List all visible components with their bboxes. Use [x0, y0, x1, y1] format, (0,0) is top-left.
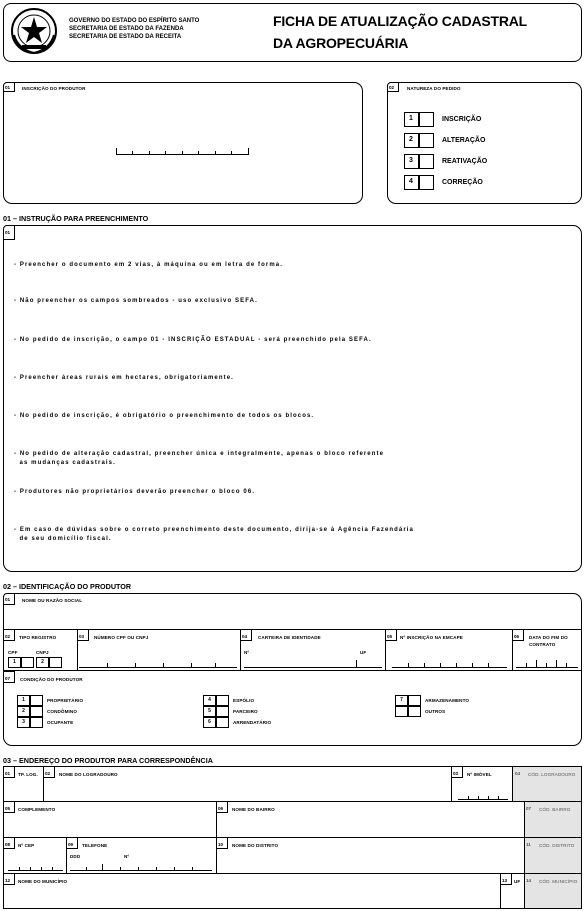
cep-label[interactable]: Nº CEP	[18, 843, 35, 848]
condicao-label-outros: OUTROS	[425, 709, 446, 714]
inscricao-num: 01	[5, 85, 11, 90]
nome-razao-social-field[interactable]	[3, 593, 582, 629]
inscricao-emcape-label: Nº INSCRIÇÃO NA EMCAPE	[400, 635, 463, 640]
instrucao-item-8: - Em caso de dúvidas sobre o correto preenchimento deste documento, dirija-se à Agência Fazendária de seu domicílio fiscal.	[14, 527, 414, 542]
cod-bairro-label: CÓD. BAIRRO	[539, 807, 571, 812]
natureza-option-2[interactable]	[404, 133, 554, 148]
instrucao-item-7: - Produtores não proprietários deverão preencher o bloco 06.	[14, 489, 256, 495]
carteira-identidade-label: CARTEIRA DE IDENTIDADE	[258, 635, 321, 640]
natureza-label-2: ALTERAÇÃO	[442, 137, 486, 144]
gov-line-1: GOVERNO DO ESTADO DO ESPÍRITO SANTO	[69, 18, 200, 24]
tp-log-label[interactable]: TP. LOG.	[18, 772, 38, 777]
num-imovel-label[interactable]: Nº IMÓVEL	[467, 772, 492, 777]
condicao-code-2: 2	[17, 706, 30, 717]
carteira-identidade-input[interactable]	[244, 660, 382, 668]
inscricao-emcape-input[interactable]	[392, 660, 507, 668]
condicao-option-2[interactable]	[17, 706, 167, 717]
instrucao-item-4: - Preencher áreas rurais em hectares, obrigatoriamente.	[14, 375, 234, 381]
gov-line-2: SECRETARIA DE ESTADO DA FAZENDA	[69, 26, 184, 32]
instrucao-item-2: - Não preencher os campos sombreados - uso exclusivo SEFA.	[14, 298, 258, 304]
end-f14-num: 14	[526, 878, 532, 883]
ident-f07-num: 07	[5, 676, 11, 681]
cod-municipio-label: CÓD. MUNICÍPIO	[539, 879, 578, 884]
condicao-option-3[interactable]	[17, 717, 167, 728]
cep-input[interactable]	[8, 864, 63, 871]
ident-f04-num: 04	[242, 634, 248, 639]
identificacao-section-title: 02 – IDENTIFICAÇÃO DO PRODUTOR	[3, 582, 132, 591]
cnpj-label: CNPJ	[36, 650, 49, 655]
condicao-label-3: OCUPANTE	[47, 720, 74, 725]
inscricao-label: INSCRIÇÃO DO PRODUTOR	[22, 86, 86, 91]
ident-f06-num: 06	[514, 634, 520, 639]
inscricao-block	[3, 82, 363, 204]
identidade-uf-label: UF	[360, 650, 367, 655]
natureza-code-4: 4	[409, 178, 413, 185]
uf-label[interactable]: UF	[514, 879, 521, 884]
instrucao-item-6: - No pedido de alteração cadastral, preencher única e integralmente, apenas o bloco referente as mudanças cadastrais.	[14, 451, 385, 466]
end-f03-num: 03	[453, 771, 459, 776]
condicao-label-1: PROPRIETÁRIO	[47, 698, 84, 703]
cpf-cnpj-input[interactable]	[79, 660, 237, 668]
end-f13-num: 13	[502, 878, 508, 883]
natureza-code-3: 3	[409, 157, 413, 164]
nome-municipio-label[interactable]: NOME DO MUNICÍPIO	[18, 879, 68, 884]
endereco-row-4	[3, 873, 582, 909]
natureza-label-4: CORREÇÃO	[442, 179, 483, 186]
natureza-label: NATUREZA DO PEDIDO	[407, 86, 461, 91]
end-f06-num: 06	[218, 806, 224, 811]
condicao-code-outros	[395, 706, 408, 717]
nome-logradouro-label[interactable]: NOME DO LOGRADOURO	[59, 772, 118, 777]
num-imovel-input[interactable]	[458, 793, 508, 800]
condicao-option-outros[interactable]	[395, 706, 545, 717]
end-f01-num: 01	[5, 771, 11, 776]
condicao-option-6[interactable]	[203, 717, 353, 728]
condicao-label-2: CONDÔMINO	[47, 709, 77, 714]
nome-bairro-label[interactable]: NOME DO BAIRRO	[232, 807, 275, 812]
instrucao-item-5: - No pedido de inscrição, é obrigatório o preenchimento de todos os blocos.	[14, 413, 315, 419]
instrucao-num: 01	[5, 230, 11, 235]
natureza-label-3: REATIVAÇÃO	[442, 158, 488, 165]
condicao-code-4: 4	[203, 695, 216, 706]
natureza-label-1: INSCRIÇÃO	[442, 116, 482, 123]
condicao-label-5: PARCEIRO	[233, 709, 258, 714]
ddd-label: DDD	[70, 854, 81, 859]
cod-distrito-label: CÓD. DISTRITO	[539, 843, 575, 848]
complemento-label[interactable]: COMPLEMENTO	[18, 807, 56, 812]
natureza-code-2: 2	[409, 136, 413, 143]
end-f07-num: 07	[526, 806, 532, 811]
condicao-label-6: ARRENDATÁRIO	[233, 720, 272, 725]
condicao-option-5[interactable]	[203, 706, 353, 717]
natureza-option-4[interactable]	[404, 175, 554, 190]
instrucao-section-title: 01 – INSTRUÇÃO PARA PREENCHIMENTO	[3, 214, 149, 223]
natureza-option-3[interactable]	[404, 154, 554, 169]
natureza-num: 02	[389, 85, 395, 90]
ident-f05-num: 05	[387, 634, 393, 639]
condicao-code-3: 3	[17, 717, 30, 728]
end-f11-num: 11	[526, 842, 531, 847]
condicao-code-5: 5	[203, 706, 216, 717]
condicao-code-6: 6	[203, 717, 216, 728]
end-f02-num: 02	[45, 771, 51, 776]
condicao-label-7: ARMAZENAMENTO	[425, 698, 470, 703]
cpf-label: CPF	[8, 650, 18, 655]
inscricao-input-ticks[interactable]	[116, 148, 249, 155]
telefone-num-label: Nº	[124, 854, 130, 859]
form-title-line-1: FICHA DE ATUALIZAÇÃO CADASTRAL	[273, 13, 528, 29]
condicao-label-4: ESPÓLIO	[233, 698, 255, 703]
natureza-code-1: 1	[409, 115, 413, 122]
nome-distrito-label[interactable]: NOME DO DISTRITO	[232, 843, 279, 848]
identidade-num-label: Nº	[244, 650, 250, 655]
condicao-option-4[interactable]	[203, 695, 353, 706]
endereco-row-2	[3, 801, 582, 838]
ident-f01-num: 01	[5, 597, 11, 602]
ident-f02-num: 02	[5, 634, 11, 639]
end-f05-num: 05	[5, 806, 11, 811]
tipo-registro-label: TIPO REGISTRO	[19, 635, 57, 640]
cnpj-checkbox[interactable]: 2	[36, 657, 49, 668]
gov-line-3: SECRETARIA DE ESTADO DA RECEITA	[69, 34, 182, 40]
data-fim-contrato-input[interactable]	[516, 660, 578, 668]
form-title-line-2: DA AGROPECUÁRIA	[273, 35, 409, 51]
end-f04-num: 04	[515, 771, 521, 776]
condicao-produtor-label: CONDIÇÃO DO PRODUTOR	[20, 677, 83, 682]
cod-logradouro-label: CÓD. LOGRADOURO	[528, 772, 576, 777]
instrucao-item-3: - No pedido de inscrição, o campo 01 - INSCRIÇÃO ESTADUAL - será preenchido pela SEFA.	[14, 337, 372, 343]
condicao-option-1[interactable]	[17, 695, 167, 706]
end-f10-num: 10	[218, 842, 224, 847]
telefone-input[interactable]	[70, 864, 212, 871]
condicao-code-1: 1	[17, 695, 30, 706]
condicao-code-7: 7	[395, 695, 408, 706]
cpf-cnpj-label: NÚMERO CPF OU CNPJ	[94, 635, 149, 640]
end-f12-num: 12	[5, 878, 11, 883]
end-f09-num: 09	[68, 842, 74, 847]
data-fim-contrato-label: DATA DO FIM DO CONTRATO	[529, 635, 568, 647]
nome-razao-social-label: NOME OU RAZÃO SOCIAL	[22, 598, 83, 603]
natureza-option-1[interactable]	[404, 112, 554, 127]
ident-f03-num: 03	[79, 634, 85, 639]
cpf-checkbox[interactable]: 1	[8, 657, 21, 668]
instrucao-block	[3, 225, 582, 572]
endereco-section-title: 03 – ENDEREÇO DO PRODUTOR PARA CORRESPONDÊNCIA	[3, 756, 213, 765]
instrucao-item-1: - Preencher o documento em 2 vias, à máquina ou em letra de forma.	[14, 262, 283, 268]
header-box	[3, 3, 582, 62]
condicao-option-7[interactable]	[395, 695, 545, 706]
telefone-label[interactable]: TELEFONE	[82, 843, 108, 848]
state-coat-of-arms-icon	[8, 5, 60, 57]
end-f08-num: 08	[5, 842, 11, 847]
